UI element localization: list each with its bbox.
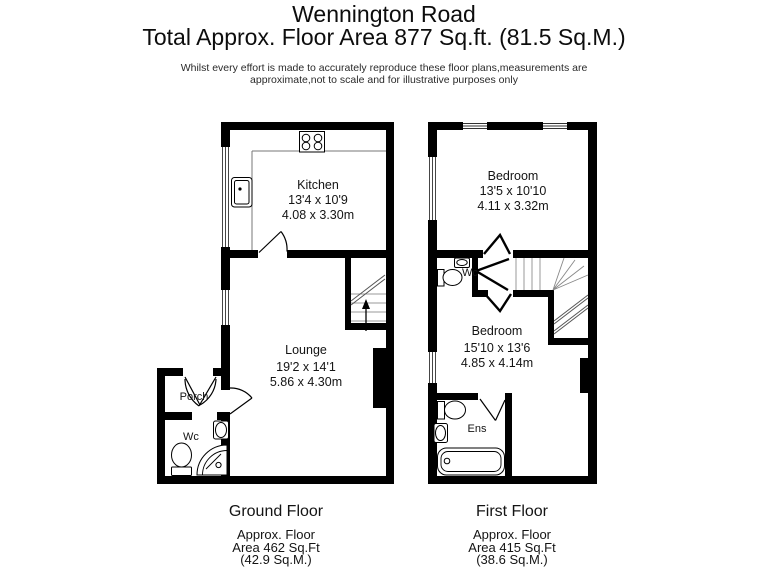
wall-segment <box>287 250 394 258</box>
wall-segment <box>428 122 437 157</box>
total-area-subtitle: Total Approx. Floor Area 877 Sq.ft. (81.5 Sq.M.) <box>142 24 626 50</box>
bedroom2-dims-metric: 4.85 x 4.14m <box>460 356 534 370</box>
ground-floor-title: Ground Floor <box>228 503 324 520</box>
wall-segment <box>505 393 512 476</box>
toilet-icon <box>438 401 466 419</box>
sink-icon <box>232 178 253 208</box>
landing-door-swings <box>476 235 511 311</box>
first-floor-area-line1: Approx. Floor <box>472 527 552 542</box>
lounge-dims-imperial: 19'2 x 14'1 <box>276 360 336 374</box>
first-floor-title: First Floor <box>475 503 548 520</box>
wall-segment <box>513 250 597 258</box>
wall-segment <box>221 122 394 130</box>
bedroom1-dims-imperial: 13'5 x 10'10 <box>479 184 547 198</box>
disclaimer-line-2: approximate,not to scale and for illustrative purposes only <box>250 74 518 86</box>
wall-segment <box>157 368 183 376</box>
bathtub-icon <box>438 448 505 475</box>
bedroom2-dims-imperial: 15'10 x 13'6 <box>463 341 531 355</box>
ground-floor-area-line2: Area 462 Sq.Ft <box>232 539 320 555</box>
wall-segment <box>428 476 597 484</box>
door-swing <box>259 232 287 253</box>
toilet-icon <box>172 443 192 476</box>
bedroom1-label: Bedroom <box>487 169 539 183</box>
door-swing <box>480 399 505 421</box>
kitchen-dims-metric: 4.08 x 3.30m <box>281 208 355 222</box>
wall-segment <box>428 250 483 258</box>
kitchen-label: Kitchen <box>297 178 339 192</box>
stair-treads <box>516 258 540 290</box>
wall-segment <box>487 122 543 130</box>
basin-icon <box>214 421 229 439</box>
staircase <box>351 275 386 331</box>
bedroom2-label: Bedroom <box>471 324 523 338</box>
first-floor-plan <box>428 122 597 484</box>
stair-wall <box>548 290 554 345</box>
first-wc-label: Wc <box>462 267 478 279</box>
lounge-label: Lounge <box>285 343 327 357</box>
porch-label: Porch <box>179 391 209 403</box>
hob-icon <box>300 132 325 153</box>
ground-wc-fixtures <box>172 421 229 476</box>
door-swing <box>230 388 252 414</box>
bedroom1-dims-metric: 4.11 x 3.32m <box>477 199 549 213</box>
kitchen-dims-imperial: 13'4 x 10'9 <box>288 193 348 207</box>
ground-floor-windows <box>221 147 230 325</box>
ground-floor-area-line3: (42.9 Sq.M.) <box>240 552 312 567</box>
page-title: Wennington Road <box>292 1 476 27</box>
ground-wc-label: Wc <box>183 431 199 443</box>
wall-segment <box>428 393 478 400</box>
chimney-breast <box>373 348 386 408</box>
wall-segment <box>386 122 394 484</box>
toilet-icon <box>438 270 463 287</box>
first-floor-footer <box>468 503 555 567</box>
chimney-breast <box>580 358 597 393</box>
winder-treads <box>553 258 588 290</box>
disclaimer-line-1: Whilst every effort is made to accurately reproduce these floor plans,measurements are <box>180 62 588 74</box>
wall-segment <box>157 476 394 484</box>
wall-segment <box>165 412 192 420</box>
lounge-dims-metric: 5.86 x 4.30m <box>269 375 343 389</box>
ground-floor-area-line1: Approx. Floor <box>236 527 316 542</box>
stair-wall <box>548 338 588 345</box>
ensuite-fixtures <box>434 401 505 475</box>
ground-floor-footer <box>229 503 323 567</box>
wall-segment <box>157 368 165 476</box>
stair-wall <box>345 252 351 330</box>
wall-segment <box>513 290 554 297</box>
first-floor-area-line2: Area 415 Sq.Ft <box>468 539 556 555</box>
corner-shower-icon <box>197 445 227 475</box>
ensuite-label: Ens <box>467 423 487 435</box>
wall-segment <box>428 220 437 352</box>
wall-segment <box>221 250 258 258</box>
ground-floor-plan <box>157 122 394 484</box>
wall-segment <box>588 122 597 484</box>
first-floor-area-line3: (38.6 Sq.M.) <box>476 552 548 567</box>
wall-segment <box>217 412 230 420</box>
wall-segment <box>213 368 230 376</box>
stair-handrail <box>351 275 385 305</box>
wall-segment <box>221 122 230 147</box>
wall-segment <box>221 325 230 390</box>
basin-icon <box>434 424 448 443</box>
